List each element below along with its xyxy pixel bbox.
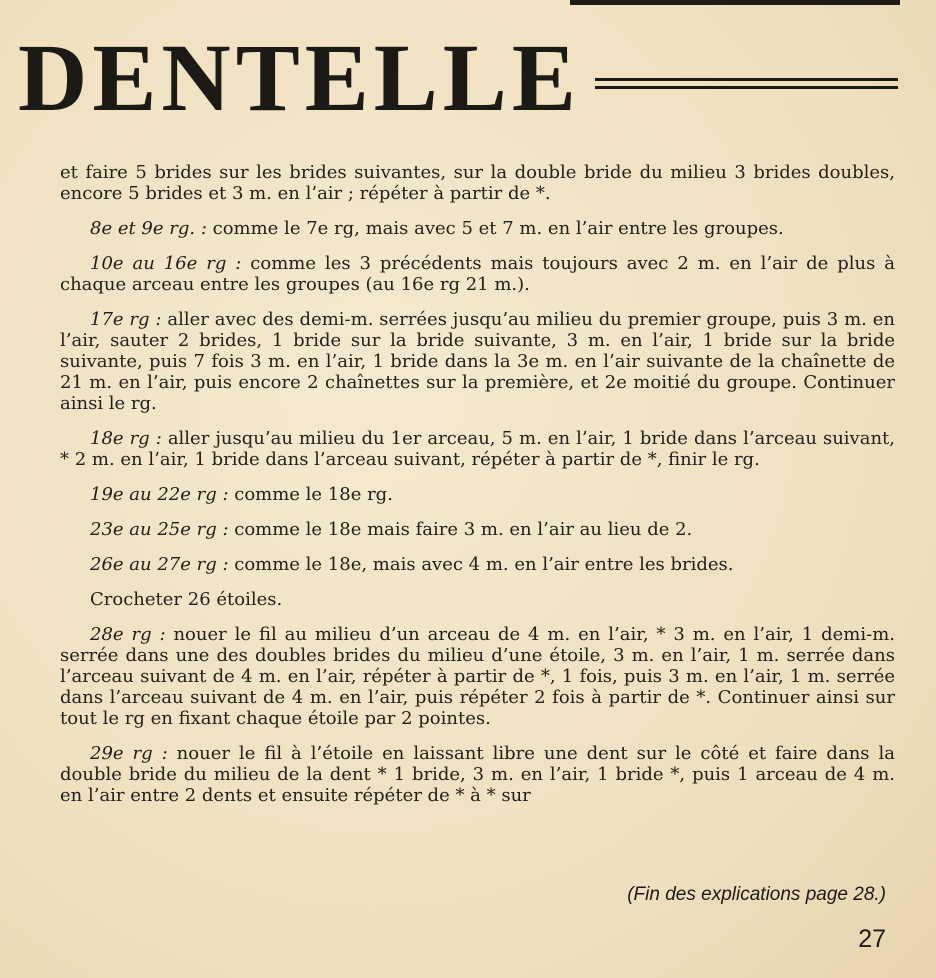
paragraph-5 [60,484,895,505]
paragraph-text: Crocheter 26 étoiles. [90,589,283,610]
row-label: 28e rg : [90,624,166,645]
row-label: 26e au 27e rg : [90,554,229,575]
page-number: 27 [858,925,886,953]
paragraph-9 [60,624,895,729]
row-label: 29e rg : [90,743,168,764]
paragraph-10 [60,743,895,806]
paragraph-text: nouer le fil à l’étoile en laissant libre une dent sur le côté et faire dans la double bride du milieu de la dent * 1 bride, 3 m. en l’air, 1 bride *, puis 1 arceau de 4 m. en l’air entre 2 dents et ensuite répéter de * à * sur [60,743,895,806]
paragraph-text: comme le 7e rg, mais avec 5 et 7 m. en l’air entre les groupes. [206,218,784,239]
paragraph-0 [60,162,895,204]
row-label: 19e au 22e rg : [90,484,229,505]
row-label: 10e au 16e rg : [90,253,242,274]
paragraph-text: nouer le fil au milieu d’un arceau de 4 m. en l’air, * 3 m. en l’air, 1 demi-m. serrée dans une des doubles brides du milieu d’une étoile, 3 m. en l’air, 1 m. serrée dans l’arceau suivant de 4 m. en l’air, répéter à partir de *, 1 fois, puis 3 m. en l’air, 1 m. serrée dans l’arceau suivant de 4 m. en l’air, puis répéter 2 fois à partir de *. Continuer ainsi sur tout le rg en fixant chaque étoile par 2 pointes. [60,624,895,729]
paragraph-text: et faire 5 brides sur les brides suivantes, sur la double bride du milieu 3 brides doubles, encore 5 brides et 3 m. en l’air ; répéter à partir de *. [60,162,895,204]
title-rule-top [595,78,898,81]
row-label: 17e rg : [90,309,162,330]
paragraph-1 [60,218,895,239]
page-title: DENTELLE [18,24,581,131]
continuation-note: (Fin des explications page 28.) [627,884,886,905]
paragraph-3 [60,309,895,414]
top-rule [570,0,900,5]
paragraph-6 [60,519,895,540]
paragraph-7 [60,554,895,575]
paragraph-4 [60,428,895,470]
row-label: 8e et 9e rg. : [90,218,207,239]
paragraph-text: comme le 18e rg. [228,484,393,505]
paragraph-text: aller jusqu’au milieu du 1er arceau, 5 m. en l’air, 1 bride dans l’arceau suivant, * 2 m. en l’air, 1 bride dans l’arceau suivant, répéter à partir de *, finir le rg. [60,428,895,470]
row-label: 23e au 25e rg : [90,519,229,540]
paragraph-text: comme les 3 précédents mais toujours avec 2 m. en l’air de plus à chaque arceau entre les groupes (au 16e rg 21 m.). [60,253,895,295]
paragraph-text: comme le 18e mais faire 3 m. en l’air au lieu de 2. [228,519,693,540]
title-rule-bottom [595,86,898,89]
paragraph-text: aller avec des demi-m. serrées jusqu’au milieu du premier groupe, puis 3 m. en l’air, sauter 2 brides, 1 bride sur la bride suivante, 3 m. en l’air, 1 bride sur la bride suivante, puis 7 fois 3 m. en l’air, 1 bride dans la 3e m. en l’air suivante de la chaînette de 21 m. en l’air, puis encore 2 chaînettes sur la première, et 2e moitié du groupe. Continuer ainsi le rg. [60,309,895,414]
title-rules [595,78,898,94]
paragraph-8 [60,589,895,610]
article-body [60,162,895,820]
paragraph-2 [60,253,895,295]
paragraph-text: comme le 18e, mais avec 4 m. en l’air entre les brides. [228,554,734,575]
row-label: 18e rg : [90,428,162,449]
